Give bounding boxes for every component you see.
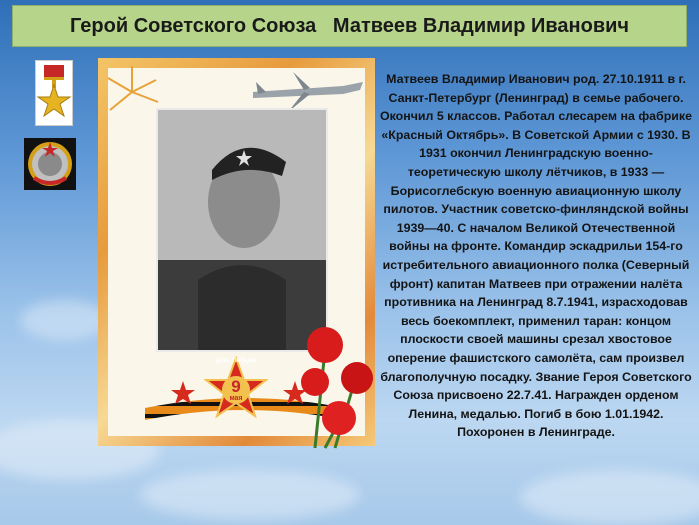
title-bar [12,5,687,47]
fighter-plane-icon [248,64,368,114]
hero-biography: Матвеев Владимир Иванович род. 27.10.1911 в г. Санкт-Петербург (Ленинград) в семье рабочего. Окончил 5 классов. Работал слесарем на фабрике «Красный Октябрь». В Советской Армии с 1930. В 1931 окончил Ленинградскую военно-теоретическую школу лётчиков, в 1933 — Борисоглебскую военную авиационную школу пилотов. Участник советско-финляндской войны 1939—40. С началом Великой Отечественной войны на фронте. Командир эскадрильи 154-го истребительного авиационного полка (Северный фронт) капитан Матвеев при отражении налёта противника на Ленинград 8.7.1941, израсходовав весь боекомплект, применил таран: концом плоскости своей машины срезал хвостовое оперение фашистского самолёта, сам произвел благополучную посадку. Звание Героя Советского Союза присвоено 22.7.41. Награжден орденом Ленина, медалью. Погиб в бою 1.01.1942. Похоронен в Ленинграде. [380,72,692,440]
cloud [520,470,699,525]
victory-badge-number: 9 [231,377,241,396]
cloud [20,300,110,340]
gold-star-medal-icon [35,60,73,126]
page-title: Герой Советского Союза Матвеев Владимир Иванович [69,14,630,37]
fireworks-icon [102,62,162,122]
order-of-lenin-icon [24,138,76,190]
victory-badge-top: День Победы [215,358,257,364]
carnation-icon [295,320,385,450]
victory-badge-month: мая [229,395,243,402]
red-star-icon [170,380,196,406]
victory-day-badge [204,356,268,420]
hero-portrait [156,108,328,352]
cloud [140,470,360,520]
